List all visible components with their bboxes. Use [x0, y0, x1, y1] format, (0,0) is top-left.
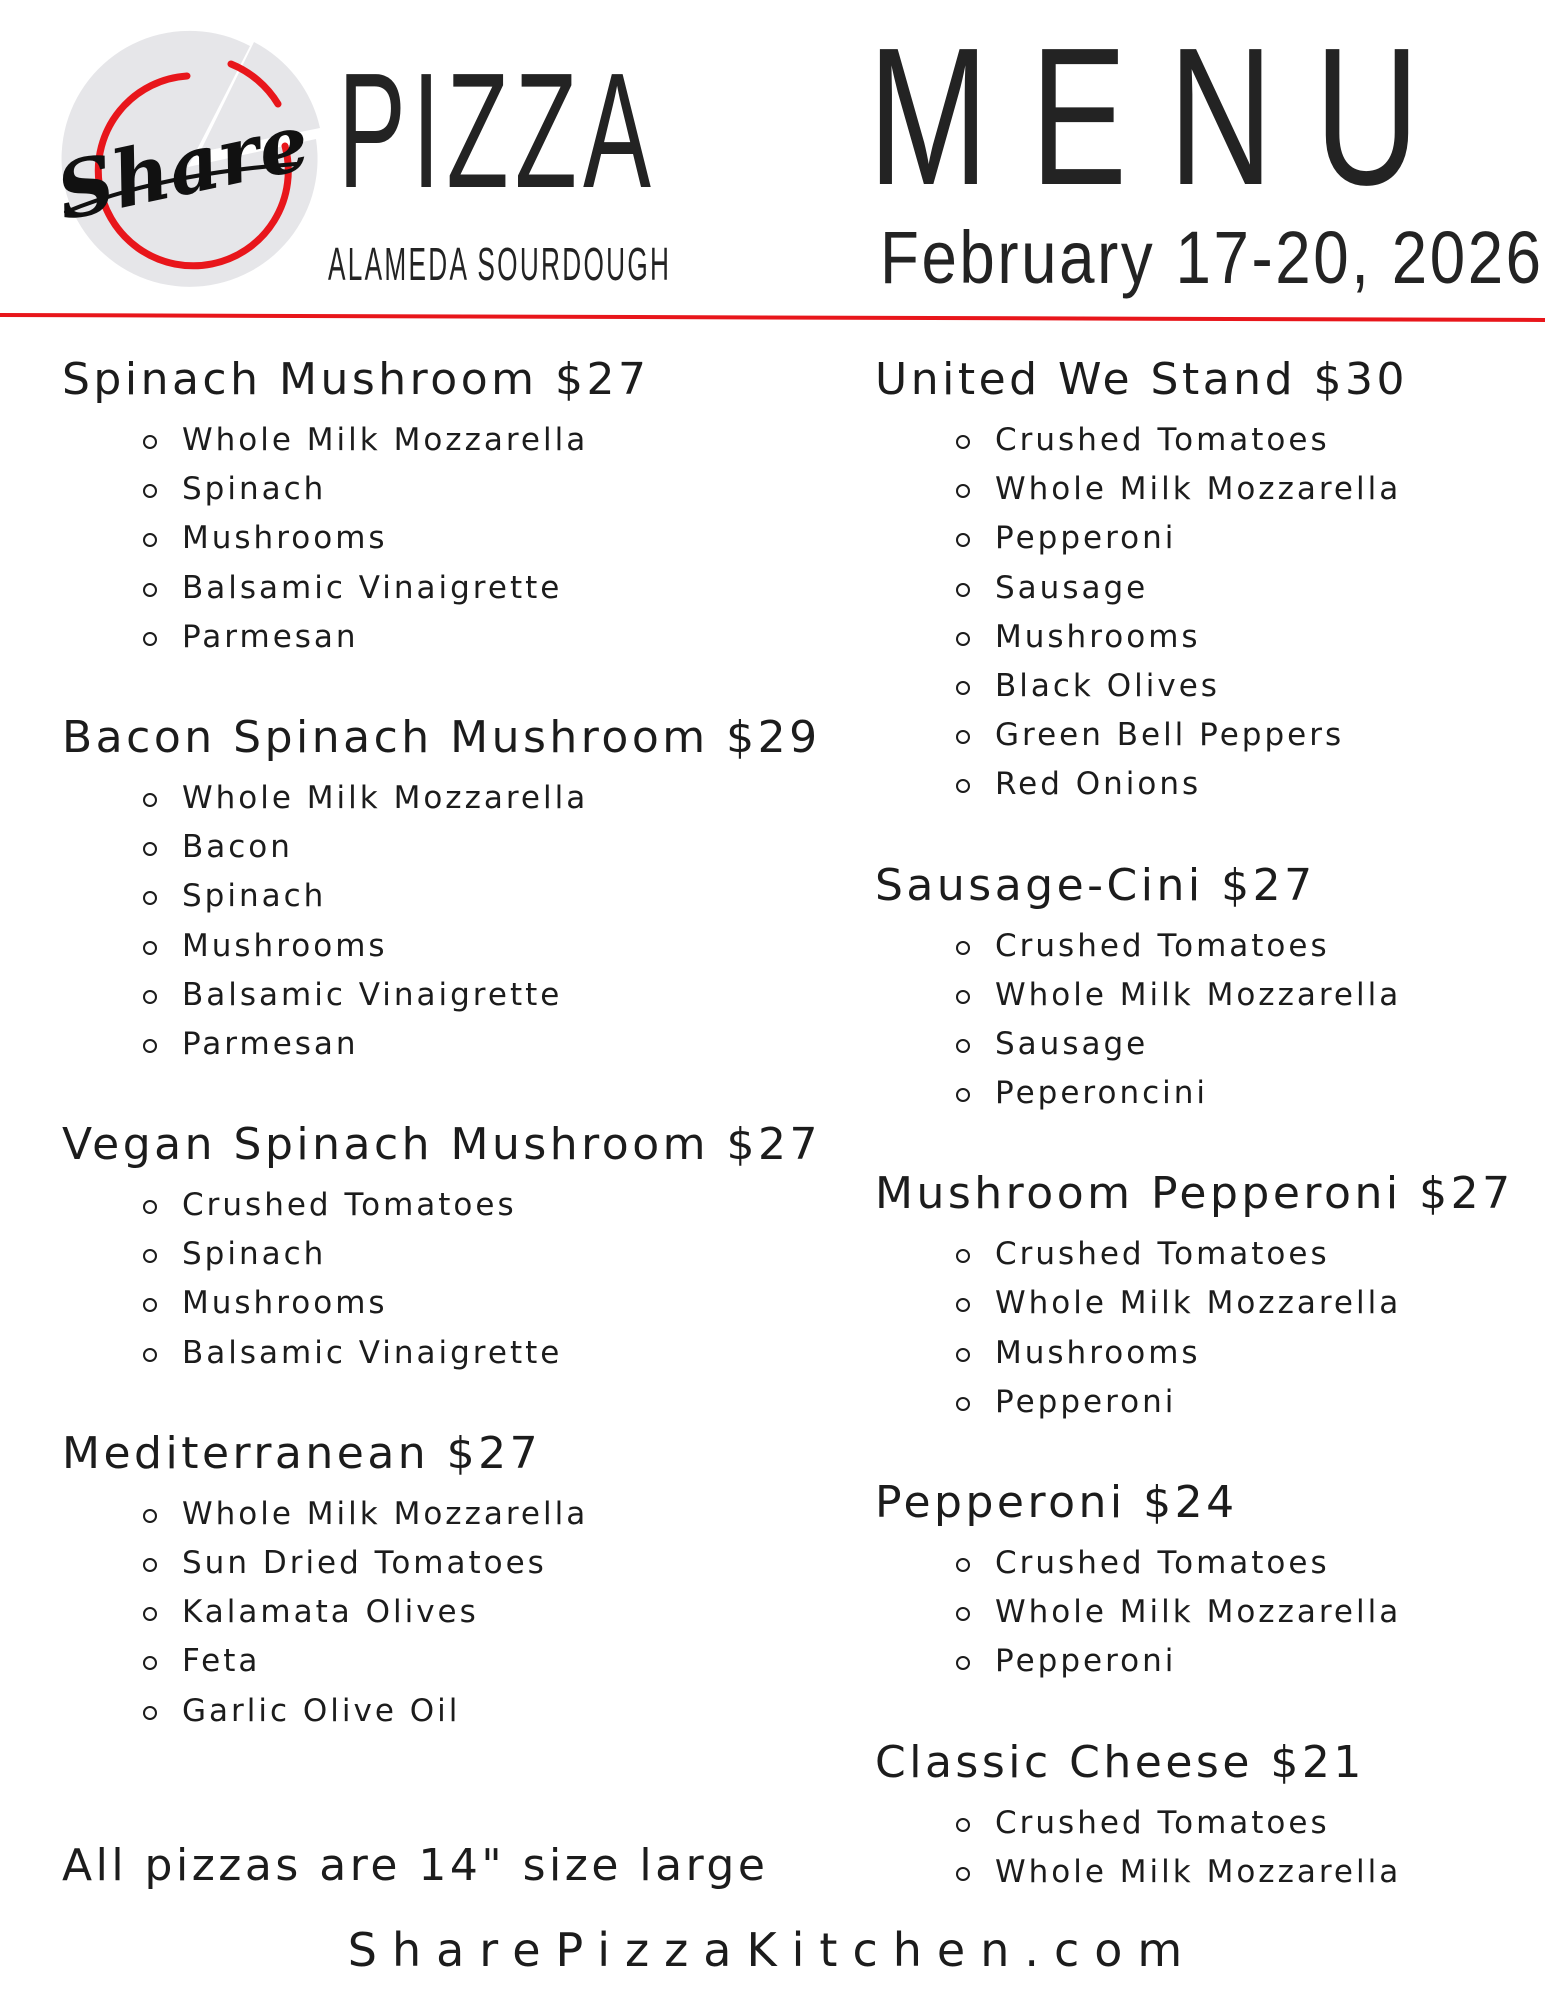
- bullet-icon: [143, 484, 157, 498]
- ingredient-label: Whole Milk Mozzarella: [182, 779, 589, 816]
- bullet-icon: [956, 1818, 970, 1832]
- menu-item-title: Bacon Spinach Mushroom $29: [62, 711, 821, 763]
- ingredient-label: Feta: [182, 1643, 261, 1680]
- ingredient-item: [62, 465, 822, 514]
- bullet-icon: [143, 533, 157, 547]
- bullet-icon: [956, 484, 970, 498]
- bullet-icon: [143, 1656, 157, 1670]
- ingredient-list: [875, 1799, 1525, 1897]
- ingredient-label: Peperoncini: [995, 1075, 1209, 1112]
- bullet-icon: [956, 632, 970, 646]
- ingredient-label: Balsamic Vinaigrette: [182, 569, 563, 606]
- ingredient-label: Pepperoni: [995, 1643, 1177, 1680]
- bullet-icon: [143, 1200, 157, 1214]
- bullet-icon: [956, 1558, 970, 1572]
- bullet-icon: [956, 533, 970, 547]
- bullet-icon: [956, 779, 970, 793]
- bullet-icon: [143, 1558, 157, 1572]
- bullet-icon: [143, 1509, 157, 1523]
- ingredient-item: [62, 1588, 822, 1637]
- bullet-icon: [956, 1397, 970, 1411]
- ingredient-label: Whole Milk Mozzarella: [995, 1594, 1402, 1631]
- ingredient-item: [62, 1020, 822, 1069]
- brand-subtitle: ALAMEDA SOURDOUGH: [328, 238, 672, 290]
- menu-item-title: Spinach Mushroom $27: [62, 354, 650, 405]
- ingredient-item: [62, 1230, 822, 1279]
- ingredient-label: Green Bell Peppers: [995, 717, 1345, 754]
- ingredient-list: [875, 1539, 1525, 1687]
- ingredient-label: Crushed Tomatoes: [995, 422, 1330, 458]
- ingredient-label: Mushrooms: [182, 927, 388, 964]
- menu-item-title: Mediterranean $27: [62, 1427, 542, 1479]
- bullet-icon: [956, 941, 970, 955]
- ingredient-item: [875, 1637, 1525, 1686]
- ingredient-item: [62, 1279, 822, 1328]
- ingredient-label: Parmesan: [182, 1025, 359, 1062]
- ingredient-item: [62, 514, 822, 563]
- bullet-icon: [956, 1867, 970, 1881]
- ingredient-item: [875, 1378, 1525, 1427]
- brand-logo: [38, 24, 328, 314]
- bullet-icon: [143, 1348, 157, 1362]
- ingredient-item: [62, 416, 822, 465]
- ingredient-list: [875, 416, 1525, 810]
- menu-item-title: Vegan Spinach Mushroom $27: [62, 1119, 821, 1171]
- ingredient-item: [875, 1539, 1525, 1588]
- ingredient-item: [62, 922, 822, 971]
- menu-item-title: Mushroom Pepperoni $27: [875, 1168, 1514, 1220]
- bullet-icon: [143, 632, 157, 646]
- ingredient-label: Sun Dried Tomatoes: [182, 1545, 547, 1581]
- ingredient-list: [875, 1230, 1525, 1427]
- menu-item: [875, 1735, 1525, 1897]
- ingredient-label: Balsamic Vinaigrette: [182, 1334, 563, 1371]
- ingredient-label: Whole Milk Mozzarella: [182, 422, 589, 458]
- ingredient-item: [875, 760, 1525, 809]
- menu-column-left: [62, 352, 822, 1736]
- bullet-icon: [143, 435, 157, 449]
- bullet-icon: [143, 891, 157, 905]
- header-divider: [0, 310, 1545, 324]
- menu-item: [62, 710, 822, 1069]
- menu-item: [875, 858, 1525, 1119]
- menu-date: February 17-20, 2026: [880, 216, 1544, 299]
- ingredient-item: [875, 416, 1525, 465]
- ingredient-list: [62, 1490, 822, 1736]
- ingredient-label: Bacon: [182, 829, 293, 866]
- ingredient-label: Balsamic Vinaigrette: [182, 976, 563, 1013]
- ingredient-item: [62, 1539, 822, 1588]
- ingredient-label: Spinach: [182, 471, 327, 508]
- size-note: All pizzas are 14" size large: [62, 1840, 769, 1891]
- ingredient-item: [875, 1279, 1525, 1328]
- bullet-icon: [956, 681, 970, 695]
- ingredient-label: Whole Milk Mozzarella: [995, 976, 1402, 1013]
- ingredient-item: [875, 971, 1525, 1020]
- ingredient-item: [875, 662, 1525, 711]
- menu-item-title: Pepperoni $24: [875, 1477, 1238, 1528]
- ingredient-label: Crushed Tomatoes: [182, 1187, 517, 1224]
- bullet-icon: [956, 730, 970, 744]
- ingredient-item: [875, 1799, 1525, 1848]
- bullet-icon: [956, 1039, 970, 1053]
- pizza-logo-icon: [38, 24, 328, 314]
- bullet-icon: [143, 1298, 157, 1312]
- ingredient-label: Pepperoni: [995, 520, 1177, 557]
- ingredient-item: [875, 1588, 1525, 1637]
- bullet-icon: [956, 990, 970, 1004]
- ingredient-item: [62, 1181, 822, 1230]
- ingredient-item: [875, 1230, 1525, 1279]
- ingredient-label: Crushed Tomatoes: [995, 927, 1330, 964]
- ingredient-list: [62, 416, 822, 662]
- logo-text: Share: [49, 96, 317, 239]
- ingredient-item: [875, 465, 1525, 514]
- ingredient-item: [875, 564, 1525, 613]
- menu-item: [62, 1426, 822, 1736]
- ingredient-label: Sausage: [995, 1025, 1149, 1062]
- ingredient-label: Spinach: [182, 1236, 327, 1273]
- bullet-icon: [956, 1348, 970, 1362]
- bullet-icon: [143, 1607, 157, 1621]
- bullet-icon: [956, 435, 970, 449]
- ingredient-item: [62, 971, 822, 1020]
- ingredient-label: Crushed Tomatoes: [995, 1236, 1330, 1273]
- ingredient-label: Mushrooms: [995, 618, 1201, 655]
- ingredient-item: [875, 1848, 1525, 1897]
- ingredient-item: [875, 922, 1525, 971]
- ingredient-item: [875, 613, 1525, 662]
- website-link[interactable]: SharePizzaKitchen.com: [347, 1923, 1198, 1977]
- ingredient-label: Pepperoni: [995, 1383, 1177, 1420]
- brand-title: PIZZA: [338, 39, 658, 222]
- menu-item: [62, 1117, 822, 1378]
- bullet-icon: [143, 1039, 157, 1053]
- ingredient-item: [875, 1069, 1525, 1118]
- ingredient-label: Crushed Tomatoes: [995, 1545, 1330, 1581]
- menu-item: [875, 1475, 1525, 1687]
- bullet-icon: [956, 1088, 970, 1102]
- menu-item: [62, 352, 822, 662]
- ingredient-label: Kalamata Olives: [182, 1594, 479, 1631]
- menu-title: MENU: [868, 7, 1461, 226]
- menu-item-title: Classic Cheese $21: [875, 1736, 1365, 1788]
- ingredient-label: Spinach: [182, 878, 327, 915]
- ingredient-item: [62, 613, 822, 662]
- bullet-icon: [143, 990, 157, 1004]
- ingredient-label: Mushrooms: [182, 520, 388, 557]
- ingredient-label: Crushed Tomatoes: [995, 1804, 1330, 1841]
- ingredient-list: [875, 922, 1525, 1119]
- bullet-icon: [956, 1656, 970, 1670]
- bullet-icon: [956, 1298, 970, 1312]
- ingredient-label: Whole Milk Mozzarella: [995, 471, 1402, 508]
- ingredient-list: [62, 774, 822, 1069]
- ingredient-item: [875, 1020, 1525, 1069]
- ingredient-item: [62, 823, 822, 872]
- bullet-icon: [143, 1249, 157, 1263]
- menu-item-title: Sausage-Cini $27: [875, 859, 1316, 911]
- bullet-icon: [956, 1249, 970, 1263]
- ingredient-item: [62, 564, 822, 613]
- ingredient-item: [62, 1490, 822, 1539]
- ingredient-item: [875, 711, 1525, 760]
- ingredient-list: [62, 1181, 822, 1378]
- menu-item: [875, 352, 1525, 810]
- ingredient-item: [62, 1637, 822, 1686]
- ingredient-item: [875, 514, 1525, 563]
- ingredient-label: Whole Milk Mozzarella: [182, 1495, 589, 1532]
- ingredient-label: Parmesan: [182, 618, 359, 655]
- menu-item: [875, 1166, 1525, 1427]
- menu-item-title: United We Stand $30: [875, 354, 1408, 405]
- ingredient-label: Whole Milk Mozzarella: [995, 1285, 1402, 1322]
- bullet-icon: [143, 793, 157, 807]
- ingredient-item: [62, 774, 822, 823]
- ingredient-label: Garlic Olive Oil: [182, 1692, 461, 1729]
- ingredient-item: [62, 1329, 822, 1378]
- ingredient-item: [875, 1329, 1525, 1378]
- ingredient-label: Mushrooms: [182, 1285, 388, 1322]
- ingredient-label: Whole Milk Mozzarella: [995, 1853, 1402, 1890]
- ingredient-label: Sausage: [995, 569, 1149, 606]
- ingredient-label: Red Onions: [995, 766, 1202, 803]
- bullet-icon: [143, 583, 157, 597]
- bullet-icon: [143, 1706, 157, 1720]
- ingredient-item: [62, 872, 822, 921]
- menu-column-right: [875, 352, 1525, 1897]
- bullet-icon: [143, 842, 157, 856]
- ingredient-label: Mushrooms: [995, 1334, 1201, 1371]
- ingredient-item: [62, 1687, 822, 1736]
- bullet-icon: [956, 583, 970, 597]
- bullet-icon: [143, 941, 157, 955]
- bullet-icon: [956, 1607, 970, 1621]
- ingredient-label: Black Olives: [995, 667, 1220, 704]
